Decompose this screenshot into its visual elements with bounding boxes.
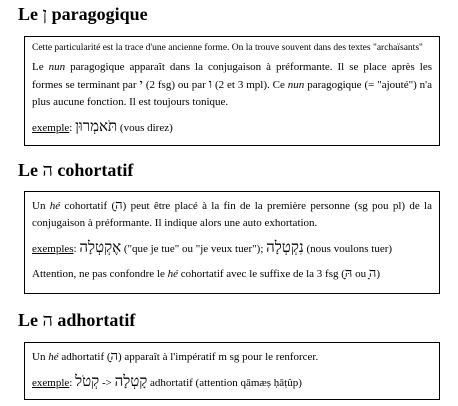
hebrew-imperative: קְטֹל xyxy=(75,372,100,390)
heading-hebrew-letter: ן xyxy=(42,4,48,25)
term-nun: nun xyxy=(287,79,305,91)
section-heading-nun-paragogique xyxy=(18,4,148,25)
section-heading-he-adhortatif xyxy=(18,310,135,331)
hebrew-waw: ו xyxy=(208,77,213,92)
hebrew-he-vowel: ָה xyxy=(110,349,119,364)
hebrew-suffix-2: ָה xyxy=(368,266,377,281)
heading-prefix: Le xyxy=(18,4,38,24)
hebrew-yod: י xyxy=(139,77,143,92)
example-2-translation: (nous voulons tuer) xyxy=(306,243,393,255)
example-line: exemple: קְטֹל -> קָטְלָה adhortatif (attention qāmæṣ ḥāṭûp) xyxy=(32,372,302,390)
heading-prefix: Le xyxy=(18,160,38,180)
he-cohortatif-box xyxy=(24,191,440,294)
heading-prefix: Le xyxy=(18,310,38,330)
example-label: exemple xyxy=(32,377,70,389)
examples-label: exemples xyxy=(32,243,74,255)
section-heading-he-cohortatif xyxy=(18,160,133,181)
attention-note: Attention, ne pas confondre le hé cohortatif avec le suffixe de la 3 fsg (ָהּ ou ָה) xyxy=(32,266,381,281)
he-adhortatif-box xyxy=(24,342,440,400)
hebrew-example: תֹּאמְרוּן xyxy=(75,117,118,135)
hebrew-he-vowel: ָה xyxy=(115,198,123,213)
archaic-note: Cette particularité est la trace d'une ancienne forme. On la trouve souvent dans des textes "archaïsants" xyxy=(32,43,423,53)
term-he: hé xyxy=(49,200,61,212)
term-he: hé xyxy=(48,351,59,363)
example-1-translation: ("que je tue" ou "je veux tuer"); xyxy=(123,243,264,255)
heading-title: adhortatif xyxy=(57,310,136,330)
heading-title: cohortatif xyxy=(57,160,134,180)
hebrew-suffix-1: ָהּ xyxy=(344,266,353,281)
example-line: exemple: תֹּאמְרוּן (vous direz) xyxy=(32,117,173,135)
he-adhortatif-paragraph: Un hé adhortatif (ָה) apparaît à l'impératif m sg pour le renforcer. xyxy=(32,349,319,364)
example-translation: (vous direz) xyxy=(119,122,173,134)
hebrew-example-2: נִקְטְלָה xyxy=(266,238,304,256)
arrow: -> xyxy=(101,377,112,389)
heading-hebrew-letter: ה xyxy=(42,310,53,331)
hebrew-example-1: אֶקְטְלָה xyxy=(79,238,122,256)
nun-paragogique-box xyxy=(24,36,440,146)
term-he: hé xyxy=(167,268,179,280)
he-cohortatif-paragraph: Un hé cohortatif (ָה) peut être placé à la fin de la première personne (sg pou pl) de la conjugaison à préformante. Il indique alors une auto exhortation. xyxy=(32,198,432,229)
heading-title: paragogique xyxy=(51,4,148,24)
nun-paragogique-paragraph: Le nun paragogique apparaît dans la conjugaison à préformante. Il se place après les formes se terminant par י (2 fsg) ou par ו (2 et 3 mpl). Ce nun paragogique (= "ajouté") n'a plus aucune fonction. Il est toujours tonique. xyxy=(32,61,433,108)
hebrew-adhortative: קָטְלָה xyxy=(114,372,148,390)
examples-line: exemples: אֶקְטְלָה ("que je tue" ou "je veux tuer"); נִקְטְלָה (nous voulons tuer) xyxy=(32,238,393,256)
term-nun: nun xyxy=(48,61,66,73)
heading-hebrew-letter: ה xyxy=(42,160,53,181)
example-label: exemple xyxy=(32,122,70,134)
example-translation: adhortatif (attention qāmæṣ ḥāṭûp) xyxy=(150,377,302,389)
